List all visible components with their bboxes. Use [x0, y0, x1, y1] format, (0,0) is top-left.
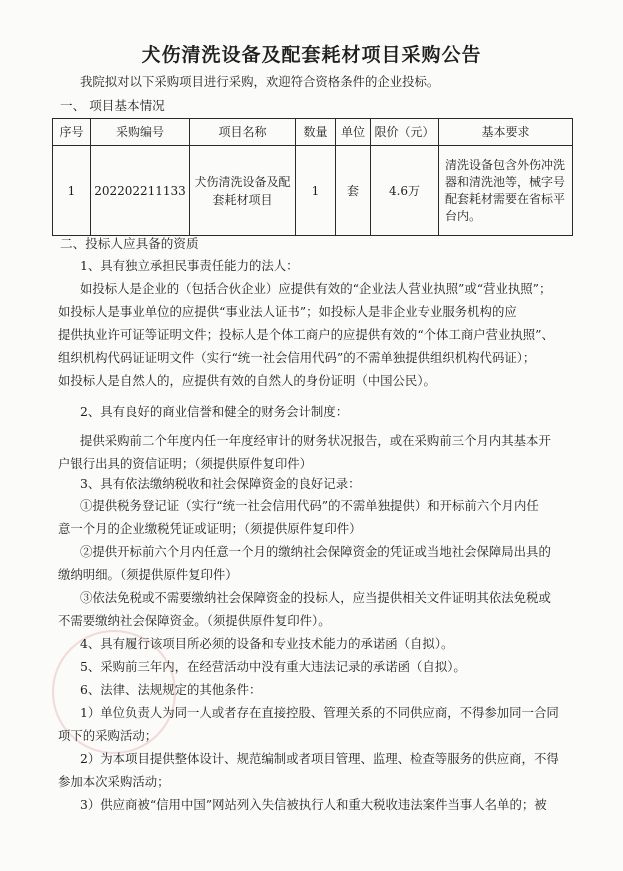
body-line: 意一个月的企业缴税凭证或证明；（须提供原件复印件）	[58, 521, 362, 536]
body-line: 如投标人是企业的（包括合伙企业）应提供有效的“企业法人营业执照”或“营业执照”；	[80, 281, 552, 296]
body-line: 提供采购前二个年度内任一年度经审计的财务状况报告，或在采购前三个月内其基本开	[80, 433, 551, 448]
body-line: 1）单位负责人为同一人或者存在直接控股、管理关系的不同供应商，不得参加同一合同	[80, 705, 559, 720]
body-line: 参加本次采购活动；	[58, 774, 170, 789]
body-line: 4、具有履行该项目所必须的设备和专业技术能力的承诺函（自拟）。	[80, 636, 454, 651]
intro-text: 我院拟对以下采购项目进行采购，欢迎符合资格条件的企业投标。	[80, 74, 440, 89]
cell-quantity: 1	[296, 146, 336, 236]
body-line: 户银行出具的资信证明；（须提供原件复印件）	[58, 456, 313, 471]
cell-unit: 套	[336, 146, 371, 236]
body-line: 2、具有良好的商业信誉和健全的财务会计制度：	[80, 404, 349, 419]
body-line: ②提供开标前六个月内任意一个月的缴纳社会保障资金的凭证或当地社会保障局出具的	[80, 544, 551, 559]
body-line: 缴纳明细。（须提供原件复印件）	[58, 567, 238, 582]
body-line: ①提供税务登记证（实行“统一社会信用代码”的不需单独提供）和开标前六个月内任	[80, 498, 539, 513]
cell-code: 202202211133	[91, 146, 190, 236]
body-line: 项下的采购活动；	[58, 728, 158, 743]
body-line: 不需要缴纳社会保障资金。（须提供原件复印件）。	[58, 613, 331, 628]
body-line: 2）为本项目提供整体设计、规范编制或者项目管理、监理、检查等服务的供应商，不得	[80, 751, 559, 766]
body-line: 6、法律、法规规定的其他条件：	[80, 682, 262, 697]
cell-price: 4.6万	[371, 146, 439, 236]
body-line: 3）供应商被“信用中国”网站列入失信被执行人和重大税收违法案件当事人名单的；被	[80, 797, 547, 812]
header-cell: 基本要求	[439, 119, 573, 146]
cell-name: 犬伤清洗设备及配套耗材项目	[190, 146, 296, 236]
body-line: 提供执业许可证等证明文件；投标人是个体工商户的应提供有效的“个体工商户营业执照”、	[58, 327, 554, 342]
header-cell: 项目名称	[190, 119, 296, 146]
section-heading-2: 二、投标人应具备的资质	[60, 236, 199, 251]
body-line: 5、采购前三年内，在经营活动中没有重大违法记录的承诺函（自拟）。	[80, 659, 466, 674]
header-cell: 序号	[53, 119, 91, 146]
body-line: 如投标人是自然人的，应提供有效的自然人的身份证明（中国公民）。	[58, 373, 436, 388]
header-cell: 数量	[296, 119, 336, 146]
body-line: 如投标人是事业单位的应提供“事业法人证书”；如投标人是非企业专业服务机构的应	[58, 304, 517, 319]
page-title: 犬伤清洗设备及配套耗材项目采购公告	[141, 44, 482, 66]
table-header-row	[53, 119, 573, 146]
cell-index: 1	[53, 146, 91, 236]
cell-requirement: 清洗设备包含外伤冲洗器和清洗池等，械字号配套耗材需要在省标平台内。	[439, 146, 573, 236]
table-row	[53, 146, 573, 236]
body-line: 1、具有独立承担民事责任能力的法人：	[80, 258, 299, 273]
body-line: ③依法免税或不需要缴纳社会保障资金的投标人，应当提供相关文件证明其依法免税或	[80, 590, 551, 605]
header-cell: 限价（元）	[371, 119, 439, 146]
body-line: 组织机构代码证证明文件（实行“统一社会信用代码”的不需单独提供组织机构代码证）；	[58, 350, 536, 365]
requirements-table	[52, 118, 573, 236]
header-cell: 单位	[336, 119, 371, 146]
header-cell: 采购编号	[91, 119, 190, 146]
body-line: 3、具有依法缴纳税收和社会保障资金的良好记录：	[80, 476, 361, 491]
section-heading-1: 一、 项目基本情况	[60, 98, 165, 113]
